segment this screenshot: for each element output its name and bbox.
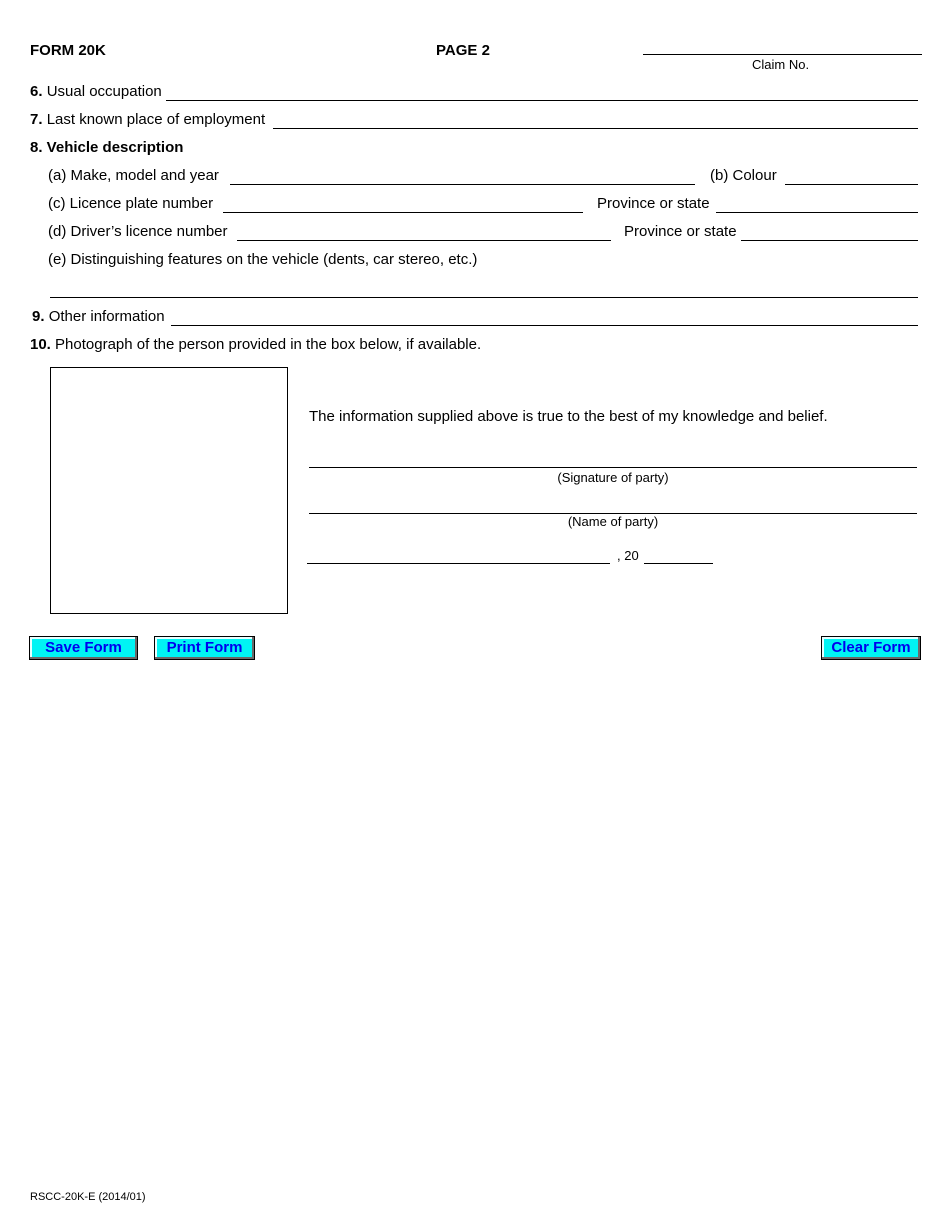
- declaration-text: The information supplied above is true to the best of my knowledge and belief.: [309, 408, 828, 425]
- drivers-licence-field[interactable]: [237, 240, 611, 241]
- claim-number-label: Claim No.: [752, 57, 810, 72]
- q6-number: 6.: [30, 83, 43, 100]
- signature-caption: (Signature of party): [557, 470, 669, 485]
- print-form-button[interactable]: Print Form: [154, 636, 255, 660]
- date-separator: , 20: [617, 548, 639, 563]
- colour-field[interactable]: [785, 184, 918, 185]
- form-code: RSCC-20K-E (2014/01): [30, 1191, 146, 1203]
- q10-number: 10.: [30, 336, 51, 353]
- save-form-button[interactable]: Save Form: [29, 636, 138, 660]
- q6-label: [30, 83, 162, 101]
- colour-label: (b) Colour: [710, 167, 777, 184]
- last-employment-field[interactable]: [273, 128, 918, 129]
- licence-province-field[interactable]: [741, 240, 918, 241]
- q10-label: [30, 336, 481, 354]
- licence-plate-field[interactable]: [223, 212, 583, 213]
- claim-number-field[interactable]: [643, 54, 922, 55]
- clear-form-button[interactable]: Clear Form: [821, 636, 921, 660]
- other-information-field[interactable]: [171, 325, 918, 326]
- q9-label: [32, 308, 165, 326]
- distinguishing-features-field[interactable]: [50, 297, 918, 298]
- licence-province-label: Province or state: [624, 223, 737, 240]
- photograph-box[interactable]: [50, 367, 288, 614]
- q9-number: 9.: [32, 308, 45, 325]
- licence-plate-label: (c) Licence plate number: [48, 195, 214, 212]
- plate-province-field[interactable]: [716, 212, 918, 213]
- signature-field[interactable]: [309, 467, 917, 468]
- distinguishing-features-label: (e) Distinguishing features on the vehicle (dents, car stereo, etc.): [48, 251, 478, 268]
- make-model-year-label: (a) Make, model and year: [48, 167, 219, 184]
- q9-text: Other information: [48, 308, 165, 325]
- q7-label: [30, 111, 265, 129]
- name-caption: (Name of party): [567, 514, 659, 529]
- year-field[interactable]: [644, 563, 713, 564]
- vehicle-description-heading: 8. Vehicle description: [30, 139, 184, 156]
- date-field[interactable]: [307, 563, 610, 564]
- make-model-year-field[interactable]: [230, 184, 695, 185]
- form-title: FORM 20K: [30, 42, 106, 59]
- q6-text: Usual occupation: [46, 83, 162, 100]
- usual-occupation-field[interactable]: [166, 100, 918, 101]
- drivers-licence-label: (d) Driver’s licence number: [48, 223, 228, 240]
- q7-number: 7.: [30, 111, 43, 128]
- plate-province-label: Province or state: [597, 195, 710, 212]
- q7-text: Last known place of employment: [46, 111, 266, 128]
- page-label: PAGE 2: [436, 42, 490, 59]
- q10-text: Photograph of the person provided in the box below, if available.: [55, 336, 482, 353]
